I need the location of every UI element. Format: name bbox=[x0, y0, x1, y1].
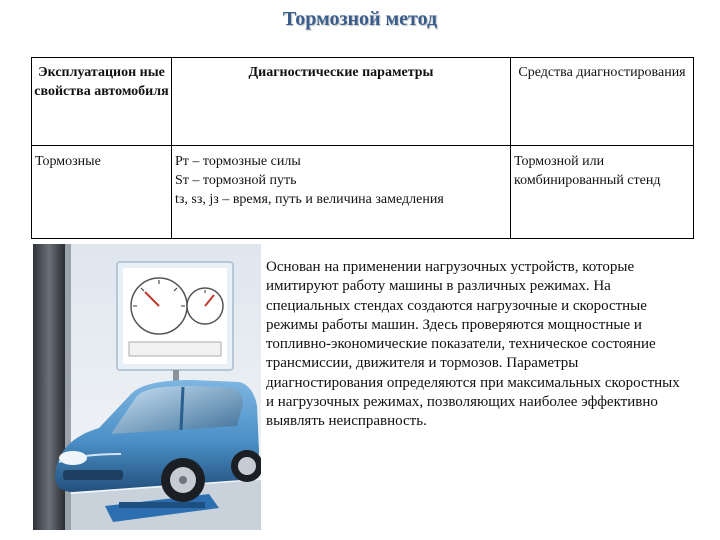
header-means: Средства диагностирования bbox=[511, 58, 694, 146]
diagnostics-table bbox=[31, 57, 694, 239]
cell-parameters bbox=[172, 146, 511, 239]
slide-title: Тормозной метод bbox=[282, 8, 438, 30]
cell-property: Тормозные bbox=[32, 146, 172, 239]
header-parameters: Диагностические параметры bbox=[172, 58, 511, 146]
parameter-line: Рт – тормозные силы bbox=[175, 154, 301, 169]
table-header-row bbox=[32, 58, 694, 146]
parameter-line: Sт – тормозной путь bbox=[175, 173, 297, 188]
brake-stand-photo bbox=[33, 244, 261, 530]
header-properties: Эксплуатацион ные свойства автомобиля bbox=[32, 58, 172, 146]
cell-means: Тормозной или комбинированный стенд bbox=[511, 146, 694, 239]
parameter-line: tз, sз, jз – время, путь и величина замедления bbox=[175, 192, 444, 207]
table-row bbox=[32, 146, 694, 239]
method-description: Основан на применении нагрузочных устройств, которые имитируют работу машины в различных режимах. На специальных стендах создаются нагрузочные и скоростные режимы работы машин. Здесь проверяются мощностные и топливно-экономические показатели, техническое состояние трансмиссии, движителя и тормозов. Параметры диагностирования определяются при максимальных скоростных и нагрузочных режимах, позволяющих наиболее эффективно выявлять неисправность. bbox=[266, 259, 680, 430]
